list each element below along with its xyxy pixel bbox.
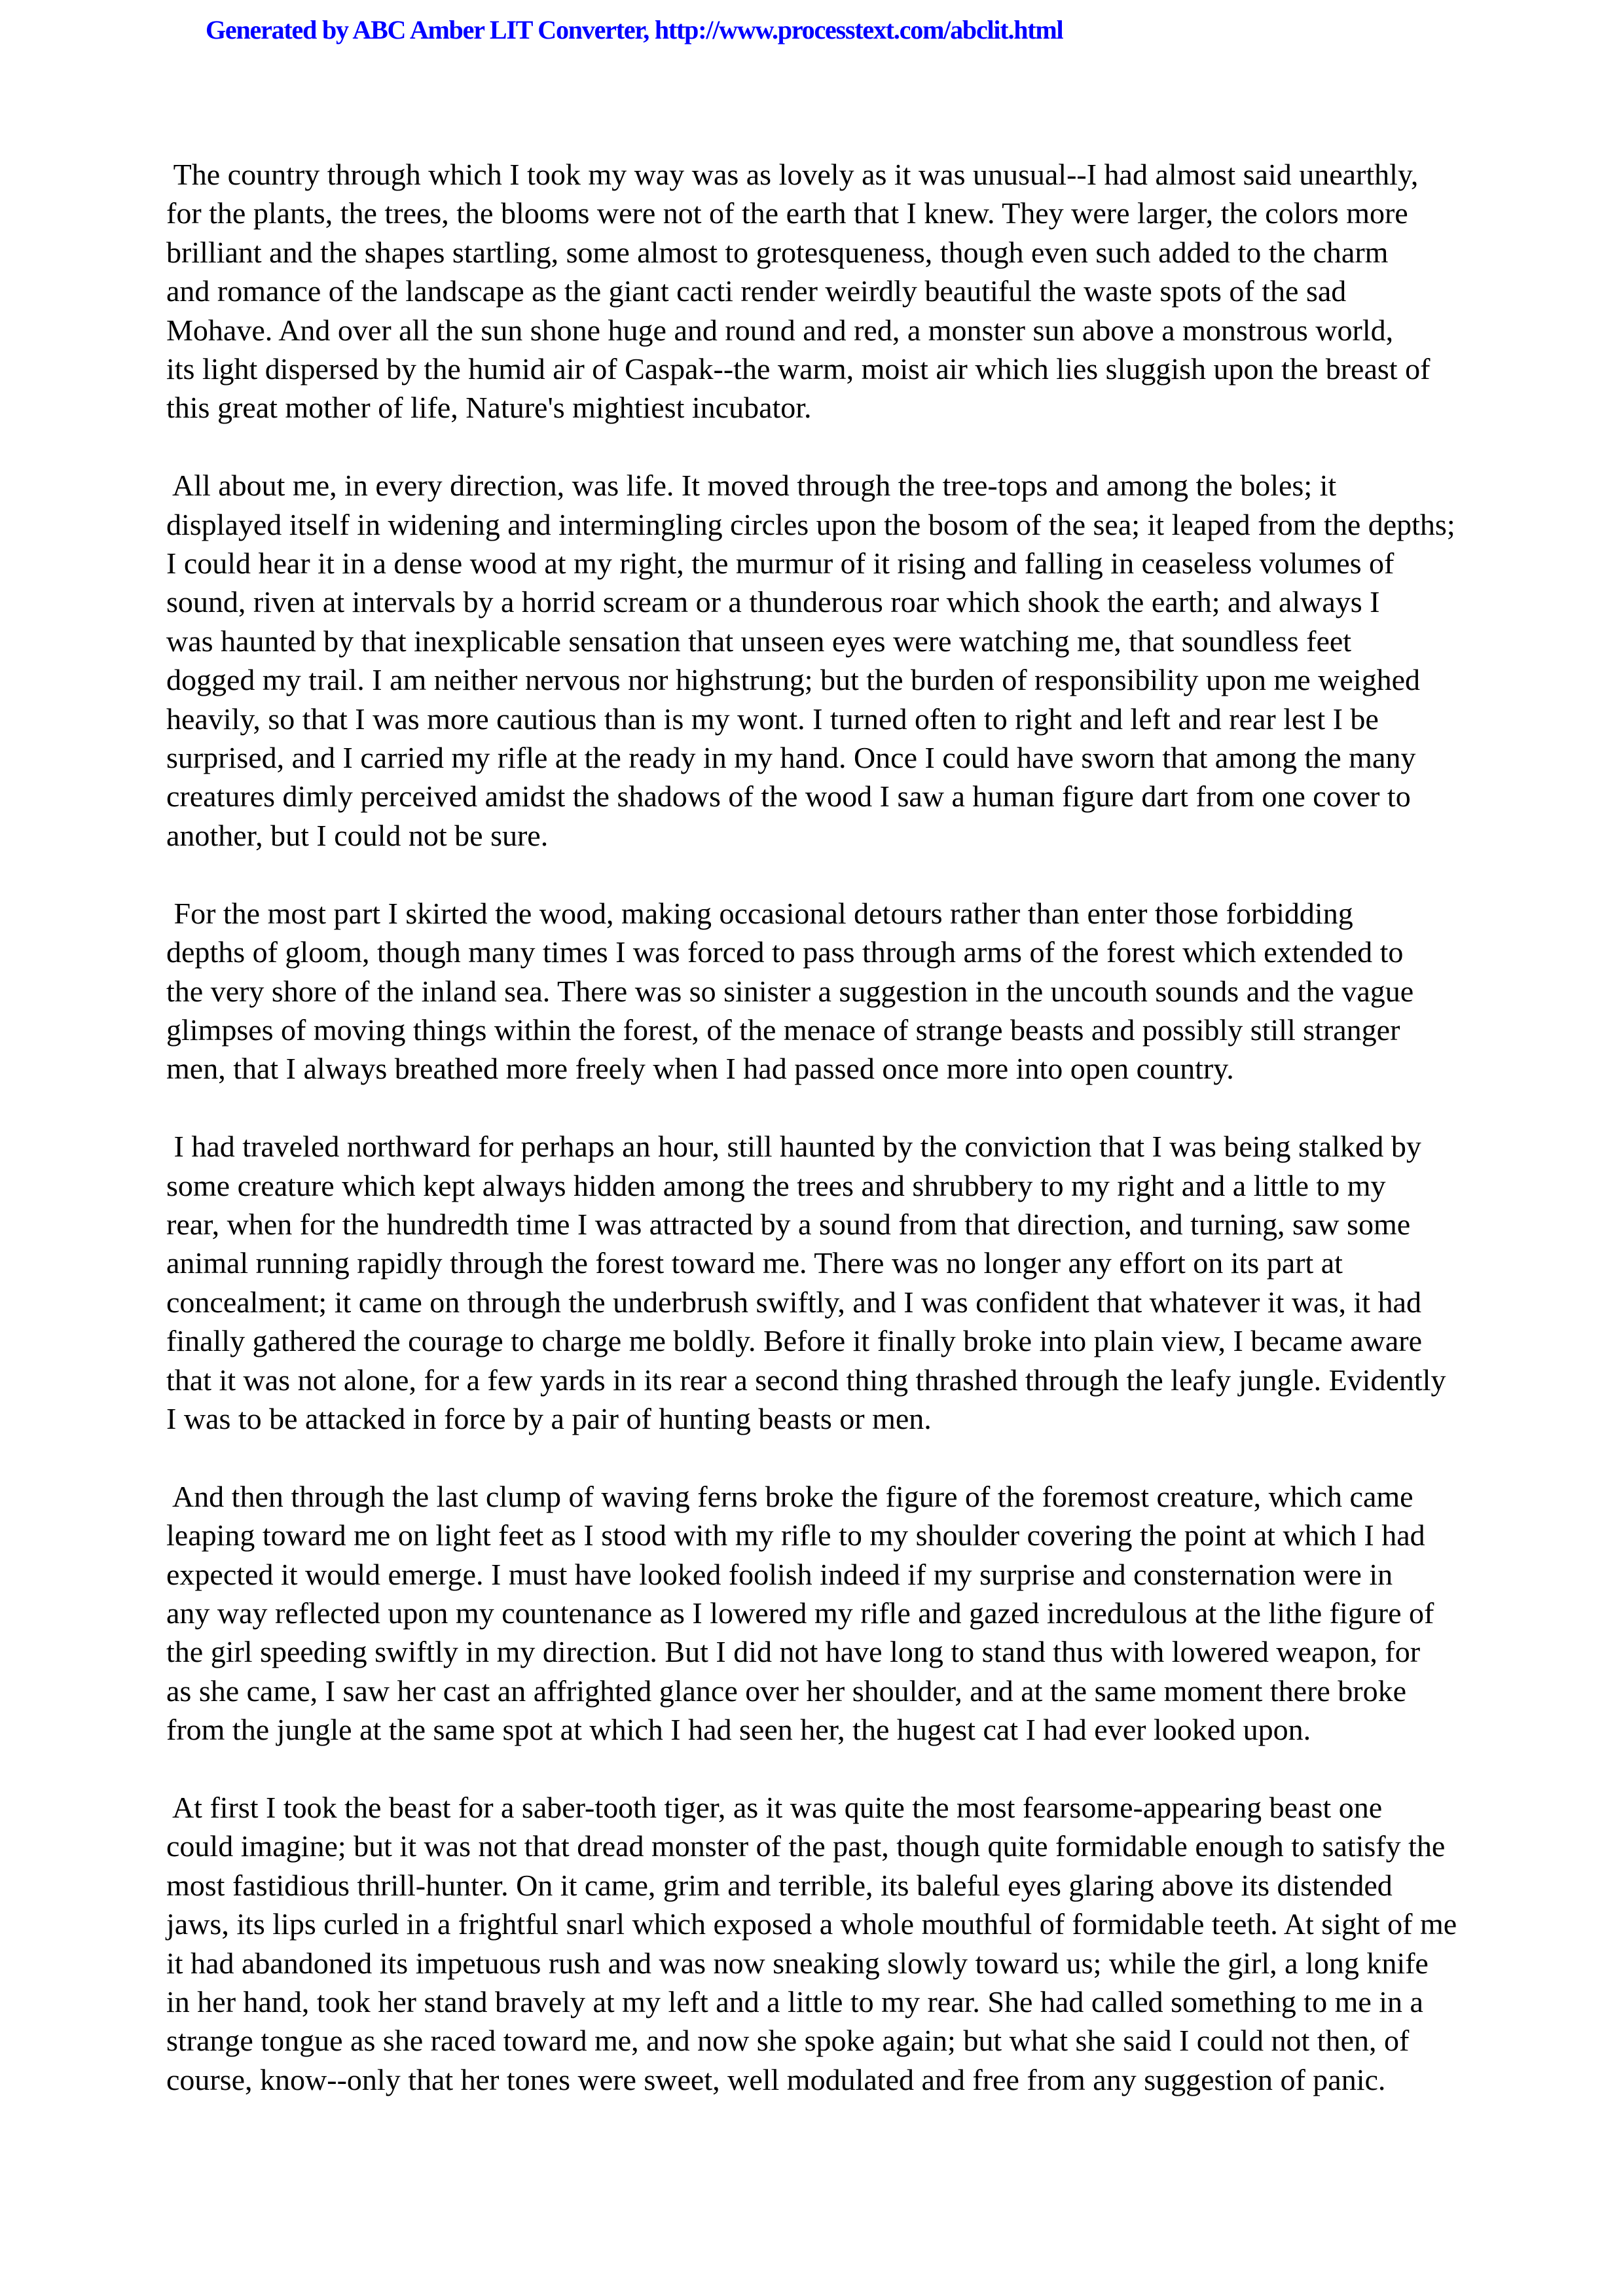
text-line: depths of gloom, though many times I was forced to pass through arms of the forest which extended to xyxy=(166,935,1404,969)
paragraph xyxy=(166,894,1457,1088)
paragraph xyxy=(166,1127,1457,1438)
text-line: I could hear it in a dense wood at my right, the murmur of it rising and falling in ceaseless volumes of xyxy=(166,547,1395,581)
text-line: surprised, and I carried my rifle at the ready in my hand. Once I could have sworn that among the many xyxy=(166,741,1416,775)
text-line: expected it would emerge. I must have looked foolish indeed if my surprise and consternation were in xyxy=(166,1557,1393,1591)
text-line: creatures dimly perceived amidst the shadows of the wood I saw a human figure dart from one cover to xyxy=(166,780,1411,814)
text-line: displayed itself in widening and intermingling circles upon the bosom of the sea; it leaped from the depths; xyxy=(166,507,1455,541)
text-line: another, but I could not be sure. xyxy=(166,818,549,852)
paragraph xyxy=(166,1788,1457,2099)
text-line: At first I took the beast for a saber-tooth tiger, as it was quite the most fearsome-appearing beast one xyxy=(166,1790,1383,1824)
text-line: Mohave. And over all the sun shone huge and round and red, a monster sun above a monstrous world, xyxy=(166,313,1394,347)
text-line: it had abandoned its impetuous rush and was now sneaking slowly toward us; while the girl, a long knife xyxy=(166,1946,1429,1980)
text-line: leaping toward me on light feet as I stood with my rifle to my shoulder covering the point at which I had xyxy=(166,1518,1425,1552)
text-line: for the plants, the trees, the blooms were not of the earth that I knew. They were larger, the colors more xyxy=(166,196,1408,230)
document-body xyxy=(166,155,1457,2138)
text-line: that it was not alone, for a few yards in its rear a second thing thrashed through the leafy jungle. Evidently xyxy=(166,1363,1446,1397)
text-line: as she came, I saw her cast an affrighted glance over her shoulder, and at the same moment there broke xyxy=(166,1674,1407,1708)
text-line: men, that I always breathed more freely when I had passed once more into open country. xyxy=(166,1052,1234,1086)
text-line: in her hand, took her stand bravely at my left and a little to my rear. She had called something to me in a xyxy=(166,1985,1423,2019)
text-line: most fastidious thrill-hunter. On it came, grim and terrible, its baleful eyes glaring above its distended xyxy=(166,1868,1393,1902)
text-line: I was to be attacked in force by a pair of hunting beasts or men. xyxy=(166,1401,932,1435)
text-line: its light dispersed by the humid air of Caspak--the warm, moist air which lies sluggish upon the breast of xyxy=(166,352,1431,386)
text-line: jaws, its lips curled in a frightful snarl which exposed a whole mouthful of formidable teeth. At sight of me xyxy=(166,1907,1457,1941)
text-line: I had traveled northward for perhaps an hour, still haunted by the conviction that I was being stalked by xyxy=(166,1130,1421,1164)
paragraph xyxy=(166,466,1457,855)
text-line: the girl speeding swiftly in my direction. But I did not have long to stand thus with lowered weapon, for xyxy=(166,1635,1421,1669)
text-line: this great mother of life, Nature's mightiest incubator. xyxy=(166,391,812,425)
text-line: the very shore of the inland sea. There was so sinister a suggestion in the uncouth sounds and the vague xyxy=(166,974,1414,1008)
text-line: glimpses of moving things within the forest, of the menace of strange beasts and possibly still stranger xyxy=(166,1013,1400,1047)
text-line: strange tongue as she raced toward me, and now she spoke again; but what she said I could not then, of xyxy=(166,2024,1410,2058)
text-line: animal running rapidly through the forest toward me. There was no longer any effort on its part at xyxy=(166,1246,1343,1280)
converter-header-link[interactable]: Generated by ABC Amber LIT Converter, http://www.processtext.com/abclit.html xyxy=(206,15,1063,45)
text-line: heavily, so that I was more cautious than is my wont. I turned often to right and left and rear lest I be xyxy=(166,702,1379,736)
text-line: from the jungle at the same spot at which I had seen her, the hugest cat I had ever looked upon. xyxy=(166,1713,1311,1747)
text-line: concealment; it came on through the underbrush swiftly, and I was confident that whatever it was, it had xyxy=(166,1285,1421,1319)
text-line: rear, when for the hundredth time I was attracted by a sound from that direction, and turning, saw some xyxy=(166,1207,1411,1241)
text-line: dogged my trail. I am neither nervous nor highstrung; but the burden of responsibility upon me weighed xyxy=(166,663,1421,697)
paragraph xyxy=(166,155,1457,427)
text-line: and romance of the landscape as the giant cacti render weirdly beautiful the waste spots of the sad xyxy=(166,274,1347,308)
paragraph xyxy=(166,1477,1457,1749)
text-line: course, know--only that her tones were sweet, well modulated and free from any suggestion of panic. xyxy=(166,2062,1386,2096)
text-line: brilliant and the shapes startling, some almost to grotesqueness, though even such added to the charm xyxy=(166,235,1389,269)
text-line: finally gathered the courage to charge me boldly. Before it finally broke into plain view, I became aware xyxy=(166,1324,1423,1358)
text-line: The country through which I took my way was as lovely as it was unusual--I had almost said unearthly, xyxy=(166,158,1419,191)
text-line: some creature which kept always hidden among the trees and shrubbery to my right and a little to my xyxy=(166,1168,1386,1202)
text-line: For the most part I skirted the wood, making occasional detours rather than enter those forbidding xyxy=(166,896,1353,930)
text-line: could imagine; but it was not that dread monster of the past, though quite formidable enough to satisfy the xyxy=(166,1829,1446,1863)
text-line: any way reflected upon my countenance as I lowered my rifle and gazed incredulous at the lithe figure of xyxy=(166,1596,1434,1630)
text-line: sound, riven at intervals by a horrid scream or a thunderous roar which shook the earth; and always I xyxy=(166,585,1380,619)
text-line: All about me, in every direction, was life. It moved through the tree-tops and among the boles; it xyxy=(166,469,1337,503)
text-line: was haunted by that inexplicable sensation that unseen eyes were watching me, that soundless feet xyxy=(166,624,1352,658)
text-line: And then through the last clump of waving ferns broke the figure of the foremost creature, which came xyxy=(166,1479,1413,1513)
